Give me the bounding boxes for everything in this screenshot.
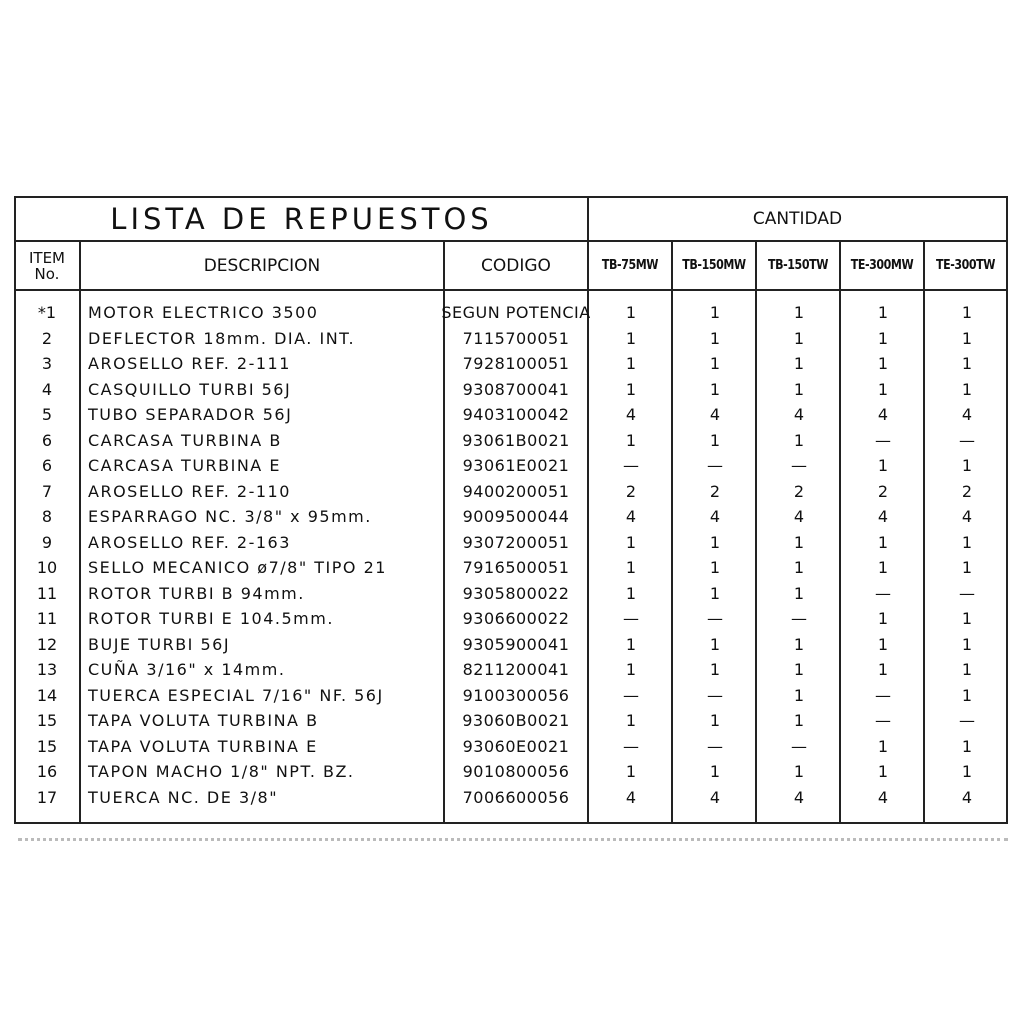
quantity-cell: 4 [793,405,805,425]
quantity-cell: 1 [709,634,721,654]
quantity-cell: 4 [709,405,721,425]
quantity-cell: 4 [961,405,973,425]
item-code: 93060E0021 [462,736,570,756]
item-number: 15 [36,711,58,731]
table-row [16,606,1010,632]
quantity-cell: 1 [709,558,721,578]
item-code: 93061B0021 [462,430,570,450]
table-row [16,581,1010,607]
quantity-cell: 4 [625,507,637,527]
quantity-cell: 1 [709,660,721,680]
quantity-cell: 1 [877,762,889,782]
item-code: 7928100051 [462,354,570,374]
header-item [16,242,78,289]
item-description: ROTOR TURBI E 104.5mm. [88,609,334,629]
quantity-cell: 1 [625,379,637,399]
item-code: 7006600056 [462,787,570,807]
quantity-cell: 1 [961,609,973,629]
quantity-cell: 1 [793,634,805,654]
parts-list-table [14,196,1008,824]
quantity-cell: — [791,736,807,756]
quantity-cell: — [875,711,891,731]
quantity-cell: 1 [877,736,889,756]
quantity-cell: 1 [961,762,973,782]
quantity-cell: 1 [877,609,889,629]
table-row [16,504,1010,530]
item-description: ESPARRAGO NC. 3/8" x 95mm. [88,507,372,527]
header-model-tb-150tw: TB-150TW [768,258,828,273]
table-row [16,453,1010,479]
item-code: 7916500051 [462,558,570,578]
quantity-cell: 2 [625,481,637,501]
quantity-cell: 1 [709,354,721,374]
table-row [16,300,1010,326]
quantity-cell: — [707,456,723,476]
table-row [16,785,1010,811]
quantity-cell: 2 [961,481,973,501]
item-description: CASQUILLO TURBI 56J [88,379,292,399]
item-code: 9305900041 [462,634,570,654]
item-number: 4 [41,379,53,399]
quantity-cell: 4 [793,787,805,807]
item-code: 9403100042 [462,405,570,425]
item-code: 93061E0021 [462,456,570,476]
quantity-cell: 1 [961,379,973,399]
quantity-cell: 1 [961,685,973,705]
quantity-cell: 1 [625,583,637,603]
quantity-cell: 1 [709,532,721,552]
quantity-cell: — [623,736,639,756]
item-description: TAPA VOLUTA TURBINA B [88,711,319,731]
quantity-cell: 1 [709,303,721,323]
item-description: DEFLECTOR 18mm. DIA. INT. [88,328,356,348]
quantity-cell: — [875,583,891,603]
quantity-cell: 4 [877,787,889,807]
header-item-line2: No. [34,264,60,283]
item-number: 14 [36,685,58,705]
quantity-cell: 1 [793,354,805,374]
item-code: 9100300056 [462,685,570,705]
quantity-cell: 1 [625,328,637,348]
quantity-cell: 2 [877,481,889,501]
quantity-cell: — [707,609,723,629]
item-description: TUBO SEPARADOR 56J [88,405,293,425]
item-code: SEGUN POTENCIA [441,303,591,323]
table-row [16,479,1010,505]
quantity-cell: 4 [709,787,721,807]
quantity-cell: 1 [877,303,889,323]
item-number: 9 [41,532,53,552]
quantity-cell: 1 [961,328,973,348]
item-code: 93060B0021 [462,711,570,731]
item-number: *1 [37,303,57,323]
cantidad-header: CANTIDAD [752,209,843,229]
quantity-cell: 1 [625,558,637,578]
item-number: 11 [36,609,58,629]
item-description: CARCASA TURBINA E [88,456,281,476]
quantity-cell: — [959,711,975,731]
quantity-cell: 2 [709,481,721,501]
quantity-cell: 4 [625,405,637,425]
quantity-cell: — [623,685,639,705]
quantity-cell: 1 [793,379,805,399]
item-description: AROSELLO REF. 2-110 [88,481,291,501]
quantity-cell: 1 [793,660,805,680]
item-code: 9305800022 [462,583,570,603]
quantity-cell: 1 [793,711,805,731]
table-row [16,759,1010,785]
quantity-cell: 1 [793,430,805,450]
item-description: CUÑA 3/16" x 14mm. [88,660,286,680]
item-number: 12 [36,634,58,654]
quantity-cell: — [875,685,891,705]
table-row [16,402,1010,428]
rule-header-bottom [16,289,1006,291]
quantity-cell: 1 [625,303,637,323]
item-number: 5 [41,405,53,425]
quantity-cell: 2 [793,481,805,501]
table-row [16,734,1010,760]
quantity-cell: 1 [625,711,637,731]
item-description: AROSELLO REF. 2-111 [88,354,291,374]
quantity-cell: 1 [709,379,721,399]
item-code: 8211200041 [462,660,570,680]
item-code: 9010800056 [462,762,570,782]
quantity-cell: 1 [961,634,973,654]
quantity-cell: 1 [625,532,637,552]
quantity-cell: — [791,456,807,476]
quantity-cell: 1 [961,736,973,756]
item-number: 11 [36,583,58,603]
table-row [16,657,1010,683]
quantity-cell: 1 [961,660,973,680]
item-code: 9307200051 [462,532,570,552]
table-row [16,632,1010,658]
item-description: TUERCA ESPECIAL 7/16" NF. 56J [88,685,384,705]
item-number: 13 [36,660,58,680]
item-number: 7 [41,481,53,501]
item-number: 3 [41,354,53,374]
item-number: 8 [41,507,53,527]
header-model-tb-75mw: TB-75MW [601,258,659,273]
quantity-cell: 1 [793,532,805,552]
item-number: 10 [36,558,58,578]
item-description: ROTOR TURBI B 94mm. [88,583,305,603]
header-item-line1: ITEM [28,248,65,267]
quantity-cell: 1 [961,558,973,578]
item-number: 16 [36,762,58,782]
table-row [16,377,1010,403]
table-row [16,351,1010,377]
item-description: TAPA VOLUTA TURBINA E [88,736,318,756]
quantity-cell: — [791,609,807,629]
quantity-cell: — [707,685,723,705]
quantity-cell: 1 [961,303,973,323]
quantity-cell: — [959,430,975,450]
table-row [16,708,1010,734]
quantity-cell: — [875,430,891,450]
quantity-cell: 4 [625,787,637,807]
quantity-cell: 1 [877,456,889,476]
quantity-cell: 1 [877,328,889,348]
item-code: 9306600022 [462,609,570,629]
item-description: TUERCA NC. DE 3/8" [88,787,279,807]
quantity-cell: — [623,456,639,476]
item-number: 17 [36,787,58,807]
table-row [16,530,1010,556]
quantity-cell: 1 [793,583,805,603]
quantity-cell: 1 [625,634,637,654]
item-number: 15 [36,736,58,756]
quantity-cell: 1 [709,583,721,603]
table-title: LISTA DE REPUESTOS [110,202,493,236]
quantity-cell: — [707,736,723,756]
quantity-cell: 1 [961,456,973,476]
header-codigo: CODIGO [481,255,551,276]
table-row [16,683,1010,709]
item-number: 6 [41,456,53,476]
quantity-cell: 1 [877,558,889,578]
quantity-cell: 1 [709,328,721,348]
quantity-cell: 1 [877,354,889,374]
footer-note-line [18,838,1008,845]
item-code: 9308700041 [462,379,570,399]
item-description: MOTOR ELECTRICO 3500 [88,303,319,323]
item-number: 2 [41,328,53,348]
header-model-te-300tw: TE-300TW [935,258,996,273]
quantity-cell: 1 [625,660,637,680]
quantity-cell: 1 [877,634,889,654]
quantity-cell: 4 [877,405,889,425]
quantity-cell: 4 [877,507,889,527]
item-number: 6 [41,430,53,450]
quantity-cell: 4 [961,507,973,527]
quantity-cell: 1 [877,660,889,680]
item-code: 7115700051 [462,328,570,348]
header-model-tb-150mw: TB-150MW [682,258,746,273]
quantity-cell: 1 [709,430,721,450]
item-code: 9009500044 [462,507,570,527]
quantity-cell: 1 [793,762,805,782]
quantity-cell: 1 [625,762,637,782]
table-row [16,326,1010,352]
quantity-cell: 1 [793,558,805,578]
quantity-cell: 4 [961,787,973,807]
quantity-cell: 1 [625,430,637,450]
quantity-cell: 1 [793,303,805,323]
header-model-te-300mw: TE-300MW [850,258,914,273]
quantity-cell: 1 [877,379,889,399]
quantity-cell: 1 [793,328,805,348]
item-description: BUJE TURBI 56J [88,634,231,654]
quantity-cell: 4 [709,507,721,527]
quantity-cell: 1 [961,354,973,374]
item-code: 9400200051 [462,481,570,501]
table-row [16,428,1010,454]
table-row [16,555,1010,581]
quantity-cell: 1 [709,762,721,782]
header-descripcion: DESCRIPCION [203,255,321,276]
quantity-cell: 4 [793,507,805,527]
quantity-cell: — [623,609,639,629]
item-description: SELLO MECANICO ø7/8" TIPO 21 [88,558,387,578]
quantity-cell: 1 [793,685,805,705]
quantity-cell: 1 [961,532,973,552]
item-description: AROSELLO REF. 2-163 [88,532,291,552]
quantity-cell: 1 [709,711,721,731]
item-description: TAPON MACHO 1/8" NPT. BZ. [88,762,355,782]
item-description: CARCASA TURBINA B [88,430,282,450]
quantity-cell: 1 [877,532,889,552]
quantity-cell: 1 [625,354,637,374]
quantity-cell: — [959,583,975,603]
